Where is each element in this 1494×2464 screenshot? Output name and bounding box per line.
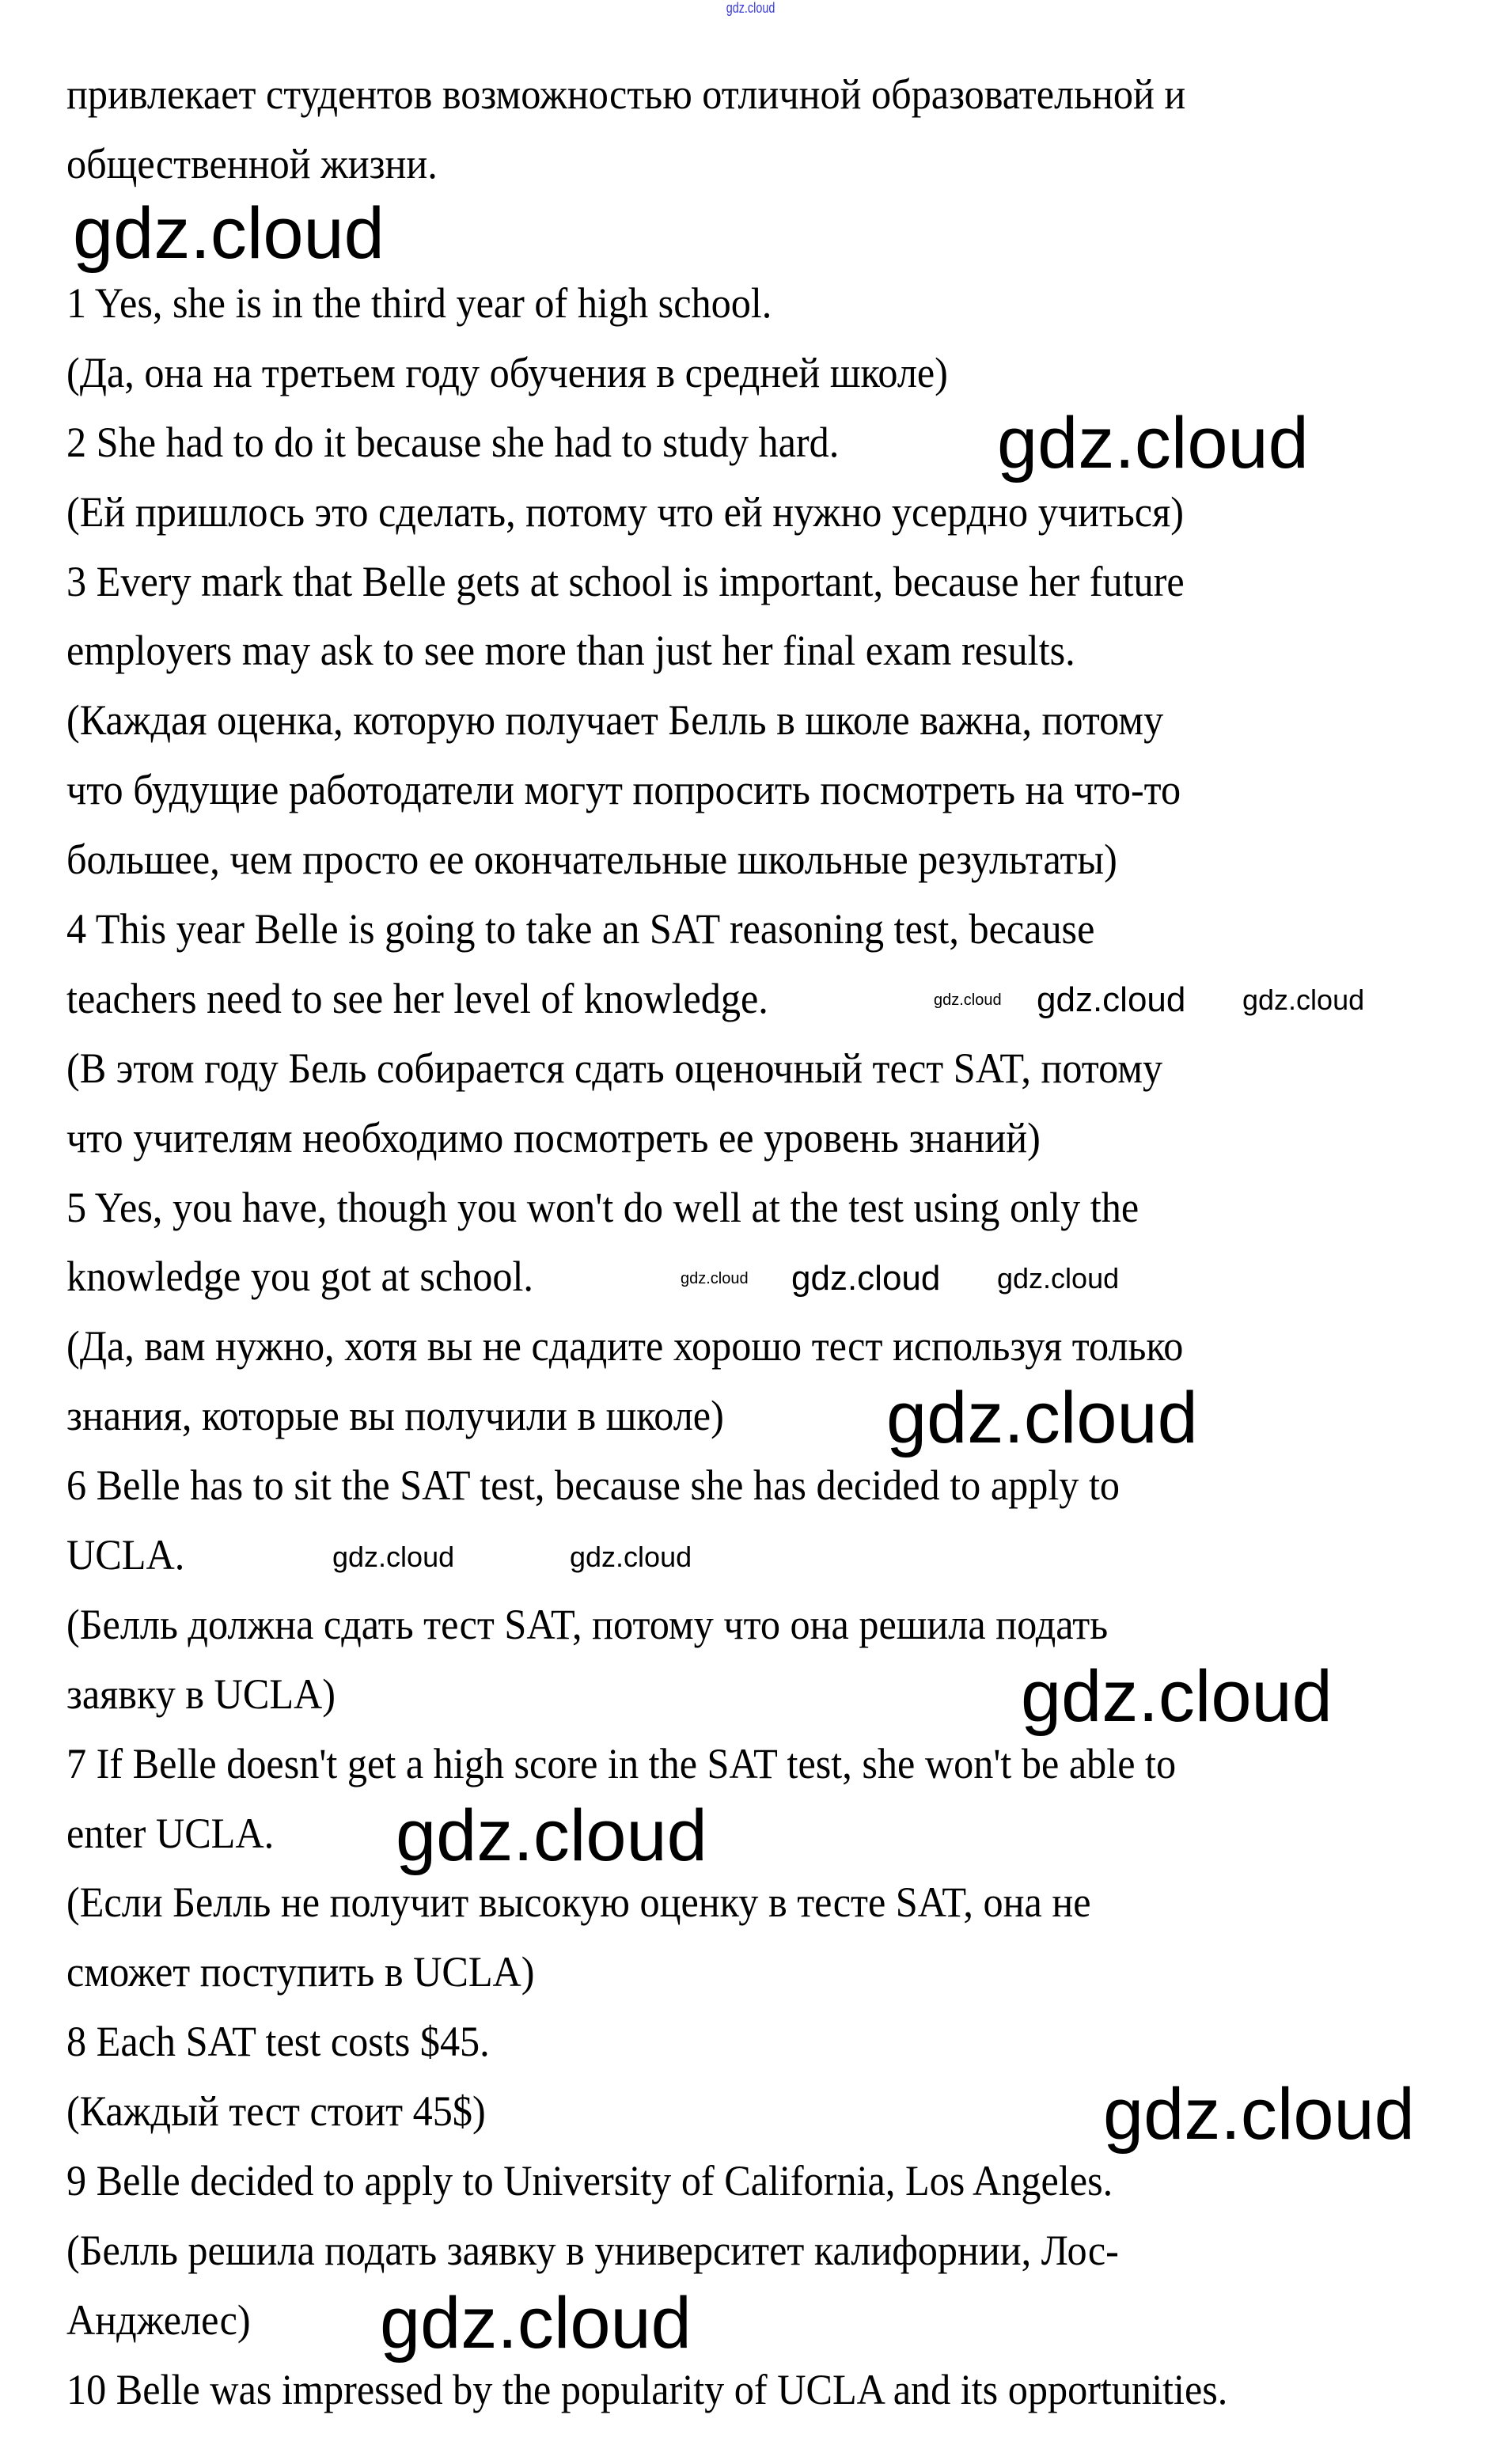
- text-line: (В этом году Бель собирается сдать оценочный тест SAT, потому: [66, 1044, 1163, 1092]
- watermark: gdz.cloud: [1021, 1656, 1333, 1737]
- text-line: 3 Every mark that Belle gets at school is important, because her future: [66, 557, 1185, 605]
- text-line: employers may ask to see more than just her final exam results.: [66, 627, 1075, 675]
- watermark: gdz.cloud: [396, 1795, 707, 1876]
- watermark: gdz.cloud: [886, 1378, 1198, 1458]
- text-line: 8 Each SAT test costs $45.: [66, 2018, 490, 2066]
- text-line: UCLA.: [66, 1531, 185, 1579]
- text-line: 10 Belle was impressed by the popularity of UCLA and its opportunities.: [66, 2365, 1228, 2413]
- watermark: gdz.cloud: [1037, 980, 1186, 1019]
- watermark: gdz.cloud: [997, 1262, 1120, 1295]
- watermark: gdz.cloud: [681, 1270, 749, 1287]
- text-line: 7 If Belle doesn't get a high score in the SAT test, she won't be able to: [66, 1739, 1177, 1787]
- text-line: 1 Yes, she is in the third year of high school.: [66, 279, 772, 327]
- text-line: общественной жизни.: [66, 139, 438, 188]
- text-line: привлекает студентов возможностью отличной образовательной и: [66, 70, 1186, 118]
- watermark: gdz.cloud: [1242, 984, 1365, 1016]
- text-line: 2 She had to do it because she had to study hard.: [66, 418, 840, 466]
- watermark: gdz.cloud: [570, 1541, 692, 1573]
- watermark: gdz.cloud: [73, 193, 385, 274]
- text-line: знания, которые вы получили в школе): [66, 1392, 724, 1440]
- watermark: gdz.cloud: [332, 1541, 455, 1573]
- text-line: сможет поступить в UCLA): [66, 1948, 535, 1996]
- text-line: knowledge you got at school.: [66, 1253, 533, 1301]
- text-line: (Да, она на третьем году обучения в средней школе): [66, 348, 948, 396]
- text-line: (Белль решила подать заявку в университет калифорнии, Лос-: [66, 2226, 1119, 2274]
- text-line: заявку в UCLA): [66, 1670, 336, 1718]
- text-line: enter UCLA.: [66, 1809, 275, 1857]
- watermark: gdz.cloud: [997, 403, 1309, 483]
- text-line: (Каждый тест стоит 45$): [66, 2087, 486, 2136]
- text-line: 5 Yes, you have, though you won't do well at the test using only the: [66, 1183, 1139, 1231]
- text-line: большее, чем просто ее окончательные школьные результаты): [66, 836, 1117, 884]
- intro-paragraph: [66, 60, 1462, 199]
- text-line: (Каждая оценка, которую получает Белль в школе важна, потому: [66, 696, 1164, 745]
- text-line: что учителям необходимо посмотреть ее уровень знаний): [66, 1113, 1041, 1162]
- text-line: (Белль должна сдать тест SAT, потому что она решила подать: [66, 1600, 1109, 1648]
- text-line: (Ей пришлось это сделать, потому что ей нужно усердно учиться): [66, 487, 1184, 536]
- text-line: 4 This year Belle is going to take an SAT reasoning test, because: [66, 905, 1095, 953]
- watermark: gdz.cloud: [380, 2283, 692, 2364]
- watermark: gdz.cloud: [1103, 2074, 1415, 2155]
- text-line: (Да, вам нужно, хотя вы не сдадите хорошо тест используя только: [66, 1322, 1184, 1370]
- text-line: (Если Белль не получит высокую оценку в тесте SAT, она не: [66, 1878, 1091, 1927]
- watermark: gdz.cloud: [791, 1259, 941, 1298]
- watermark-top: gdz.cloud: [726, 0, 775, 16]
- text-line: 9 Belle decided to apply to University of California, Los Angeles.: [66, 2157, 1113, 2205]
- text-line: что будущие работодатели могут попросить посмотреть на что-то: [66, 766, 1181, 814]
- text-line: 6 Belle has to sit the SAT test, because she has decided to apply to: [66, 1461, 1120, 1510]
- watermark: gdz.cloud: [934, 991, 1002, 1009]
- text-line: Анджелес): [66, 2295, 251, 2344]
- text-line: teachers need to see her level of knowledge.: [66, 974, 768, 1022]
